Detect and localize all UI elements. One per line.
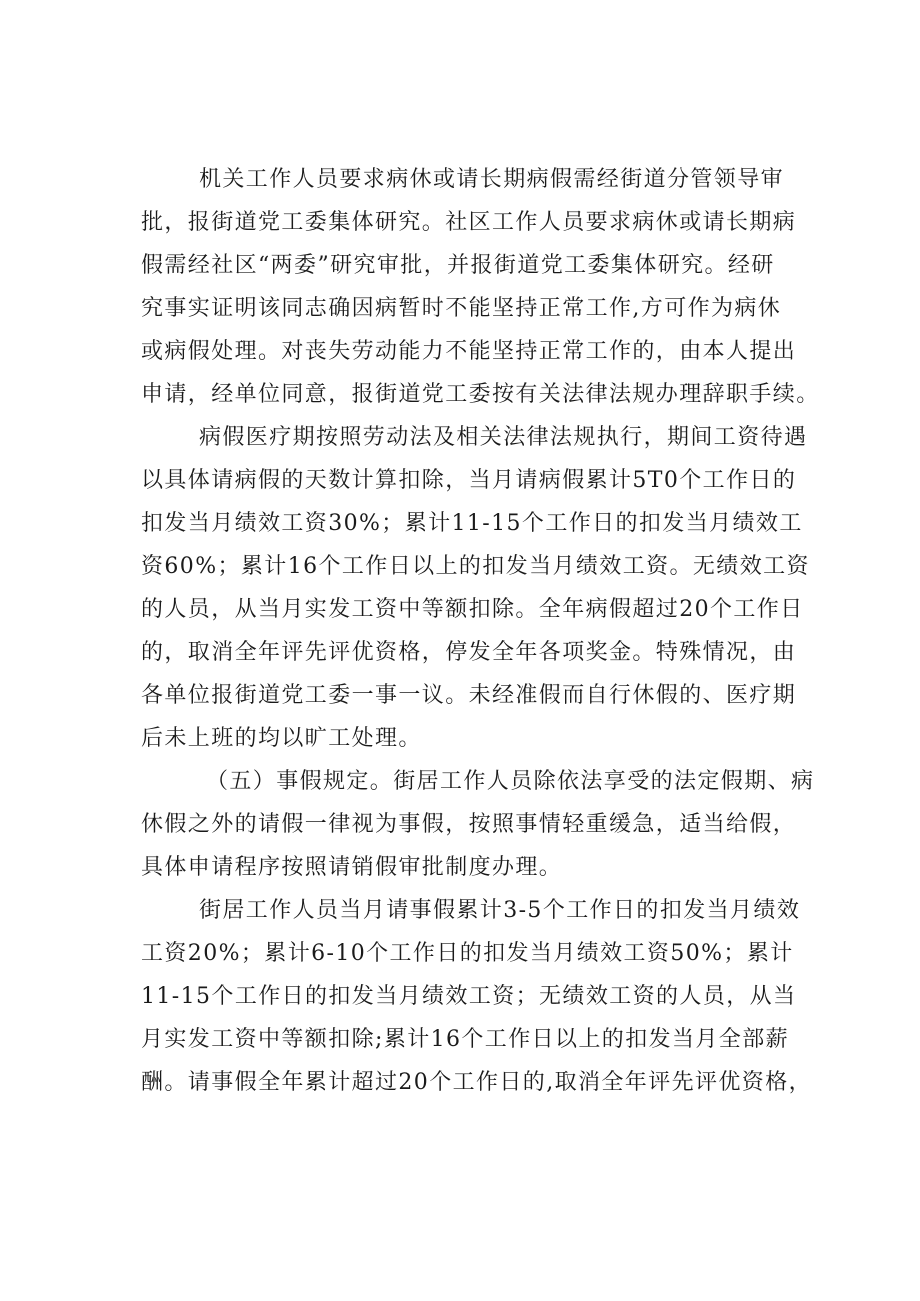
text-line: 月实发工资中等额扣除;累计16个工作日以上的扣发当月全部薪 bbox=[141, 1027, 790, 1052]
document-body bbox=[141, 158, 820, 1104]
text-line: 街居工作人员当月请事假累计3-5个工作日的扣发当月绩效 bbox=[199, 898, 801, 923]
text-line: 批，报街道党工委集体研究。社区工作人员要求病休或请长期病 bbox=[141, 210, 797, 235]
text-line: 机关工作人员要求病休或请长期病假需经街道分管领导审 bbox=[199, 167, 785, 192]
text-line: 病假医疗期按照劳动法及相关法律法规执行，期间工资待遇 bbox=[199, 425, 808, 450]
text-line: 的，取消全年评先评优资格，停发全年各项奖金。特殊情况，由 bbox=[141, 640, 797, 665]
text-line: 工资20%；累计6-10个工作日的扣发当月绩效工资50%；累计 bbox=[141, 941, 794, 966]
text-line: 以具体请病假的天数计算扣除，当月请病假累计5T0个工作日的 bbox=[141, 468, 797, 493]
text-line: 资60%；累计16个工作日以上的扣发当月绩效工资。无绩效工资 bbox=[141, 554, 810, 579]
text-line: （五）事假规定。街居工作人员除依法享受的法定假期、病 bbox=[206, 769, 815, 794]
text-line: 申请，经单位同意，报街道党工委按有关法律法规办理辞职手续。 bbox=[141, 382, 820, 407]
text-line: 休假之外的请假一律视为事假，按照事情轻重缓急，适当给假， bbox=[141, 812, 797, 837]
text-line: 后未上班的均以旷工处理。 bbox=[141, 726, 422, 751]
text-line: 11-15个工作日的扣发当月绩效工资；无绩效工资的人员，从当 bbox=[141, 984, 797, 1009]
text-line: 各单位报街道党工委一事一议。未经准假而自行休假的、医疗期 bbox=[141, 683, 797, 708]
text-line: 究事实证明该同志确因病暂时不能坚持正常工作,方可作为病休 bbox=[141, 296, 782, 321]
text-line: 酬。请事假全年累计超过20个工作日的,取消全年评先评优资格， bbox=[141, 1070, 812, 1095]
text-line: 扣发当月绩效工资30%；累计11-15个工作日的扣发当月绩效工 bbox=[141, 511, 803, 536]
text-line: 的人员，从当月实发工资中等额扣除。全年病假超过20个工作日 bbox=[141, 597, 804, 622]
text-line: 或病假处理。对丧失劳动能力不能坚持正常工作的，由本人提出 bbox=[141, 339, 797, 364]
text-line: 具体申请程序按照请销假审批制度办理。 bbox=[141, 855, 563, 880]
text-line: 假需经社区“两委”研究审批，并报街道党工委集体研究。经研 bbox=[141, 253, 775, 278]
